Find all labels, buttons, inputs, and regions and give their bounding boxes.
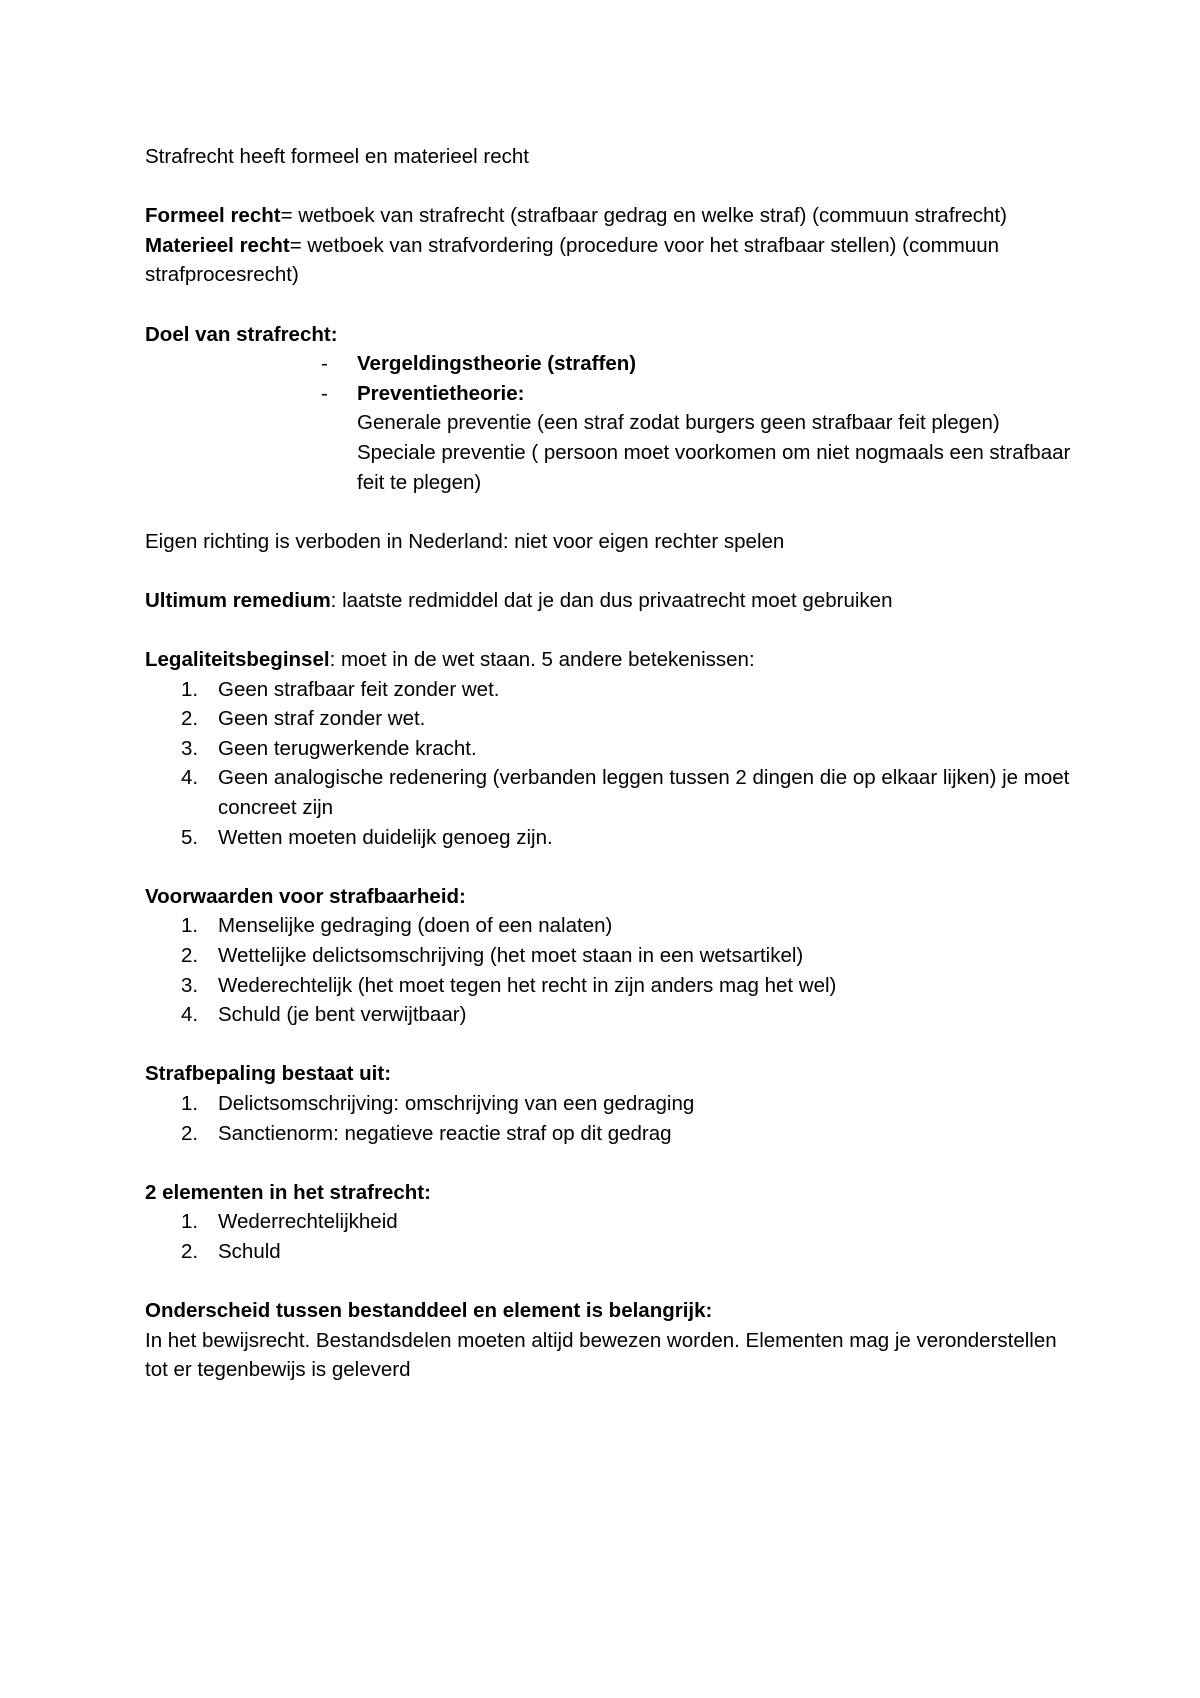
list-item: 1. Geen strafbaar feit zonder wet. xyxy=(181,677,500,701)
legaliteitsbeginsel-paragraph: Legaliteitsbeginsel: moet in de wet staan. 5 andere betekenissen: xyxy=(145,648,755,672)
strafbepaling-heading: Strafbepaling bestaat uit: xyxy=(145,1062,392,1086)
legaliteitsbeginsel-term: Legaliteitsbeginsel xyxy=(145,648,330,672)
strafbepaling-list xyxy=(145,1089,1085,1148)
legaliteit-list xyxy=(145,675,1085,853)
list-item: 3. Wederechtelijk (het moet tegen het recht in zijn anders mag het wel) xyxy=(181,973,837,997)
ultimum-remedium-paragraph: Ultimum remedium: laatste redmiddel dat je dan dus privaatrecht moet gebruiken xyxy=(145,588,893,612)
list-item: - Preventietheorie: Generale preventie (een straf zodat burgers geen strafbaar feit plegen) Speciale preventie ( persoon moet voorkomen om niet nogmaals een strafbaar feit te plegen) xyxy=(357,379,1085,497)
list-item: 1. Menselijke gedraging (doen of een nalaten) xyxy=(181,914,613,938)
formeel-recht-paragraph xyxy=(145,201,1085,231)
list-item: 1. Wederrechtelijkheid xyxy=(181,1210,398,1234)
formeel-recht-text: = wetboek van strafrecht (strafbaar gedrag en welke straf) (commuun strafrecht) xyxy=(280,204,1007,228)
list-item: - Vergeldingstheorie (straffen) xyxy=(321,352,637,376)
list-item: 2. Schuld xyxy=(181,1239,281,1263)
voorwaarden-list xyxy=(145,911,1085,1029)
eigen-richting-line: Eigen richting is verboden in Nederland: niet voor eigen rechter spelen xyxy=(145,529,785,553)
onderscheid-text: In het bewijsrecht. Bestandsdelen moeten altijd bewezen worden. Elementen mag je veronderstellen tot er tegenbewijs is geleverd xyxy=(145,1328,1057,1382)
materieel-recht-paragraph xyxy=(145,231,1085,290)
document-page xyxy=(145,142,1085,1385)
generale-preventie-line: Generale preventie (een straf zodat burgers geen strafbaar feit plegen) xyxy=(357,411,1000,435)
speciale-preventie-line: Speciale preventie ( persoon moet voorkomen om niet nogmaals een strafbaar feit te plegen) xyxy=(357,440,1071,494)
list-item: 3. Geen terugwerkende kracht. xyxy=(181,736,477,760)
materieel-recht-term: Materieel recht xyxy=(145,233,290,257)
list-item: 4. Schuld (je bent verwijtbaar) xyxy=(181,1003,467,1027)
voorwaarden-heading: Voorwaarden voor strafbaarheid: xyxy=(145,884,466,908)
elementen-list xyxy=(145,1207,1085,1266)
materieel-recht-text: = wetboek van strafvordering (procedure voor het strafbaar stellen) (commuun strafprocesrecht) xyxy=(145,233,1000,287)
list-item: 2. Sanctienorm: negatieve reactie straf op dit gedrag xyxy=(181,1121,672,1145)
elementen-heading: 2 elementen in het strafrecht: xyxy=(145,1180,431,1204)
onderscheid-heading: Onderscheid tussen bestanddeel en element is belangrijk: xyxy=(145,1299,713,1323)
list-item: 2. Wettelijke delictsomschrijving (het moet staan in een wetsartikel) xyxy=(181,944,804,968)
list-item: 1. Delictsomschrijving: omschrijving van een gedraging xyxy=(181,1092,695,1115)
intro-line: Strafrecht heeft formeel en materieel recht xyxy=(145,145,529,168)
ultimum-remedium-term: Ultimum remedium xyxy=(145,588,331,612)
doel-list xyxy=(145,349,1085,497)
doel-heading: Doel van strafrecht: xyxy=(145,322,338,346)
list-item: 2. Geen straf zonder wet. xyxy=(181,707,426,731)
list-item: 4. Geen analogische redenering (verbanden leggen tussen 2 dingen die op elkaar lijken) je moet concreet zijn xyxy=(181,766,1070,820)
list-item: 5. Wetten moeten duidelijk genoeg zijn. xyxy=(181,825,553,849)
formeel-recht-term: Formeel recht xyxy=(145,204,281,228)
